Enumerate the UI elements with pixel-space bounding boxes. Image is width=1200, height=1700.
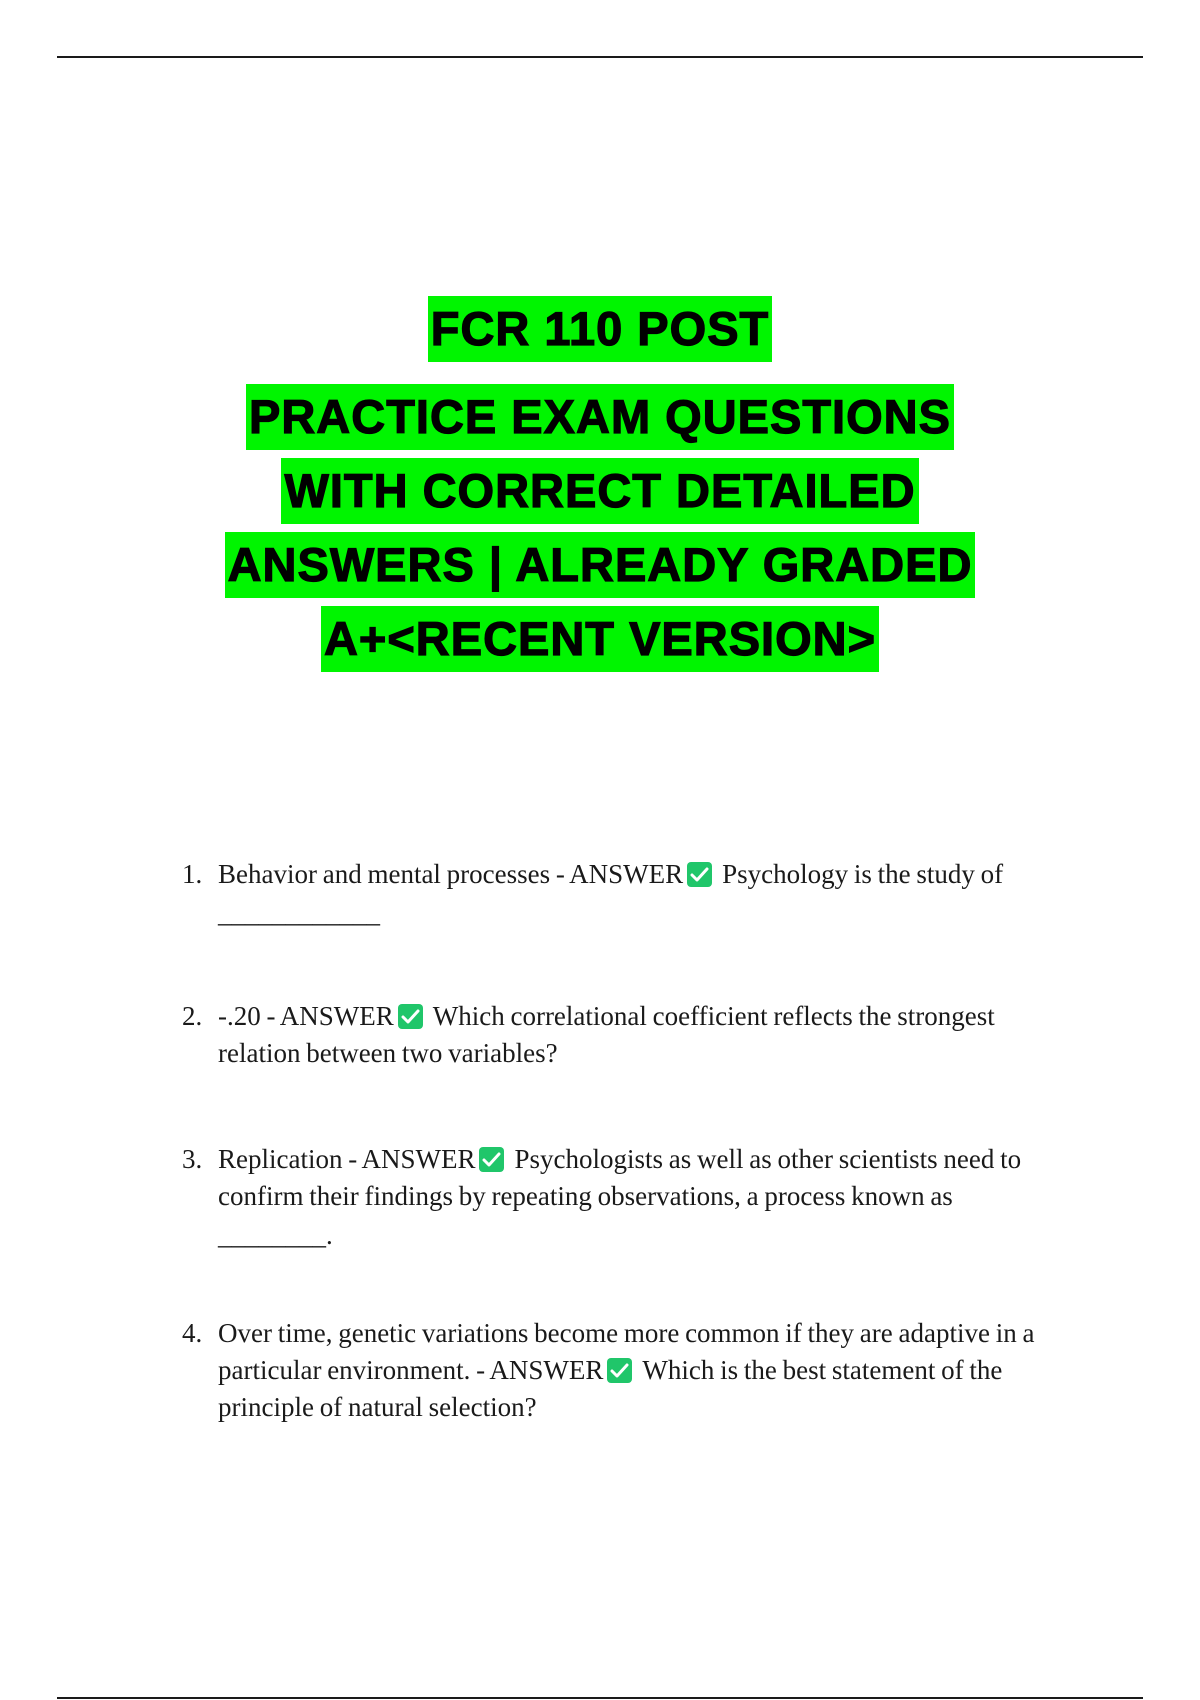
question-number: 4.: [182, 1318, 203, 1348]
title-line-1: FCR 110 POST: [428, 296, 773, 362]
check-icon: [607, 1358, 632, 1383]
question-item-4: [182, 1315, 1072, 1426]
check-icon: [479, 1147, 504, 1172]
question-text: [218, 856, 1072, 932]
question-number: 1.: [182, 859, 203, 889]
answer-text: Over time, genetic variations become more common if they are adaptive in a particular environment. - ANSWER: [218, 1318, 1035, 1385]
question-text: [218, 1315, 1072, 1426]
question-item-1: [182, 856, 1072, 932]
title-line-5: A+<RECENT VERSION>: [321, 606, 879, 672]
answer-text: -.20 - ANSWER: [218, 1001, 394, 1031]
title-line-4: ANSWERS | ALREADY GRADED: [225, 532, 976, 598]
question-item-3: [182, 1141, 1072, 1254]
answer-blank: ________.: [218, 1220, 333, 1250]
question-prompt: Which is the best statement of the principle of natural selection?: [218, 1355, 1003, 1422]
question-prompt: Which correlational coefficient reflects the strongest relation between two variables?: [218, 1001, 995, 1068]
question-item-2: [182, 998, 1072, 1072]
answer-blank: ____________: [218, 898, 380, 928]
question-text: [218, 1141, 1072, 1254]
question-text: [218, 998, 1072, 1072]
question-number: 3.: [182, 1144, 203, 1174]
question-prompt: Psychology is the study of: [722, 859, 1004, 889]
question-prompt: Psychologists as well as other scientists need to confirm their findings by repeating observations, a process known as: [218, 1144, 1022, 1211]
answer-text: Replication - ANSWER: [218, 1144, 476, 1174]
title-line-3: WITH CORRECT DETAILED: [281, 458, 918, 524]
question-number: 2.: [182, 1001, 203, 1031]
title-line-2: PRACTICE EXAM QUESTIONS: [246, 384, 954, 450]
bottom-rule: [57, 1697, 1143, 1699]
check-icon: [398, 1004, 423, 1029]
check-icon: [687, 862, 712, 887]
answer-text: Behavior and mental processes - ANSWER: [218, 859, 684, 889]
